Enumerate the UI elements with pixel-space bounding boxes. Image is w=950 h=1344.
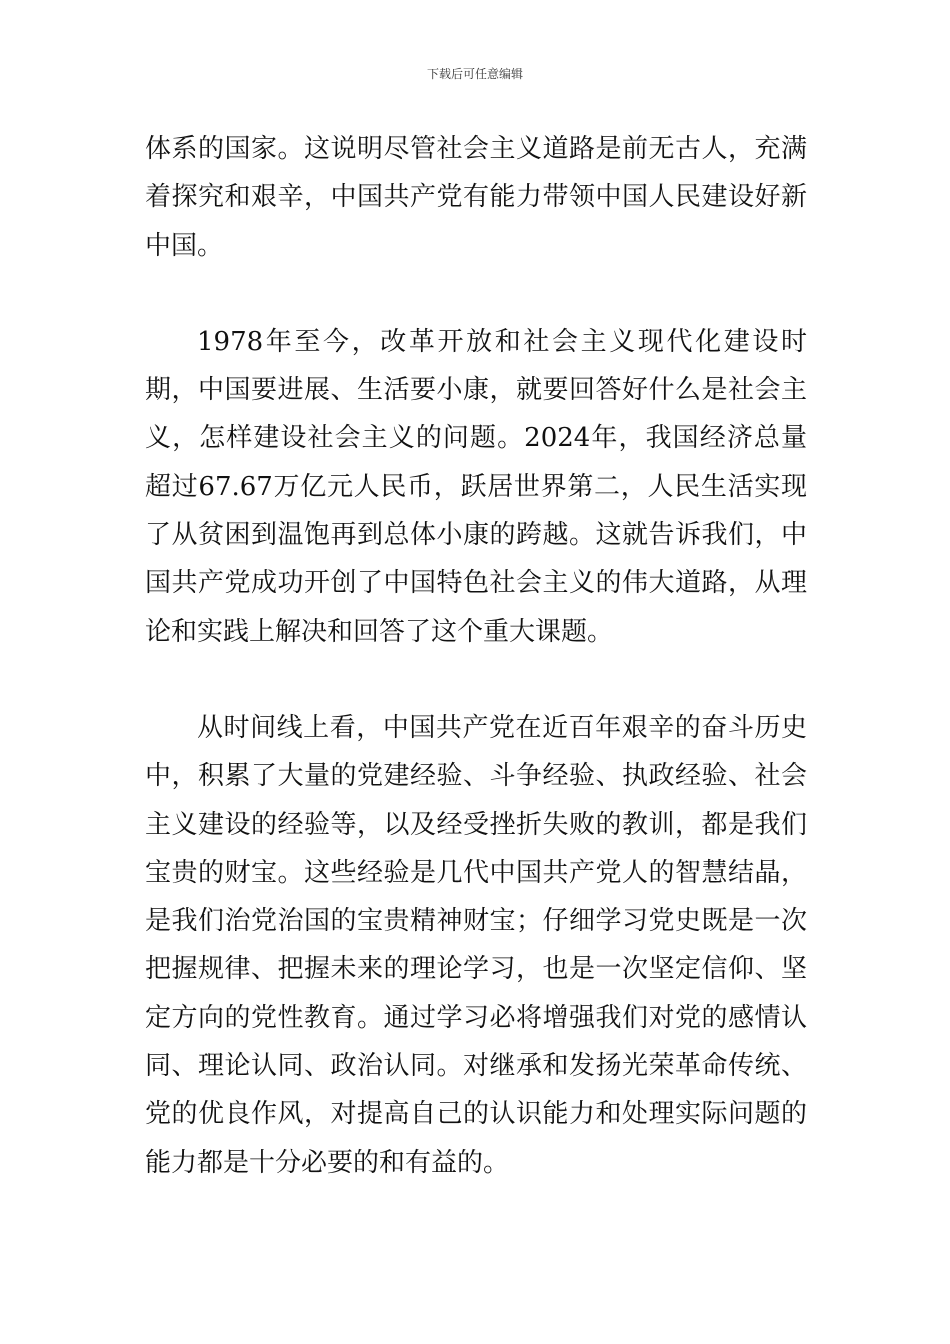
page-header: 下载后可任意编辑 [426,67,523,81]
paragraph-party-history: 从时间线上看，中国共产党在近百年艰辛的奋斗历史中，积累了大量的党建经验、斗争经验、执政经验、社会主义建设的经验等，以及经受挫折失败的教训，都是我们宝贵的财宝。这些经验是几代中国共产党人的智慧结晶，是我们治党治国的宝贵精神财宝；仔细学习党史既是一次把握规律、把握未来的理论学习，也是一次坚定信仰、坚定方向的党性教育。通过学习必将增强我们对党的感情认同、理论认同、政治认同。对继承和发扬光荣革命传统、党的优良作风，对提高自己的认识能力和处理实际问题的能力都是十分必要的和有益的。 [145,712,807,1178]
paragraph-reform-era: 1978年至今，改革开放和社会主义现代化建设时期，中国要进展、生活要小康，就要回答好什么是社会主义，怎样建设社会主义的问题。2024年，我国经济总量超过67.67万亿元人民币，跃居世界第二，人民生活实现了从贫困到温饱再到总体小康的跨越。这就告诉我们，中国共产党成功开创了中国特色社会主义的伟大道路，从理论和实践上解决和回答了这个重大课题。 [145,326,807,647]
paragraph-continuation: 体系的国家。这说明尽管社会主义道路是前无古人，充满着探究和艰辛，中国共产党有能力带领中国人民建设好新中国。 [145,134,807,261]
document-body [145,125,807,1187]
